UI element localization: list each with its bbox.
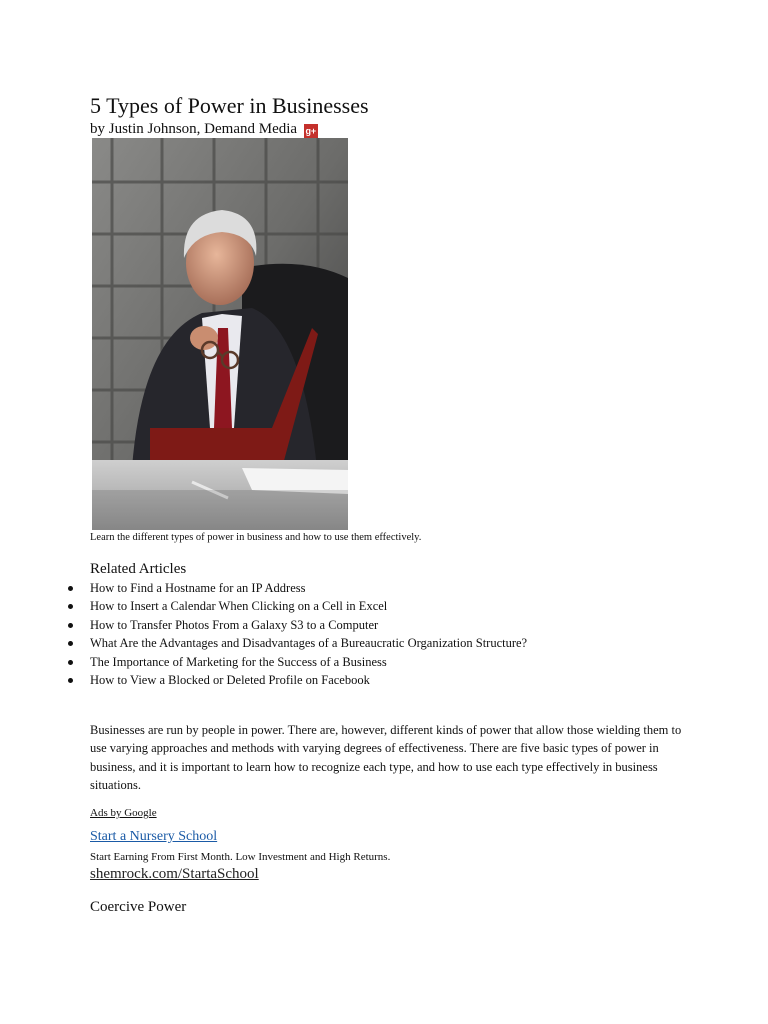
- photo-caption: Learn the different types of power in business and how to use them effectively.: [90, 532, 422, 543]
- byline: [90, 119, 318, 139]
- related-article-link[interactable]: The Importance of Marketing for the Success of a Business: [90, 653, 527, 671]
- ad-title-link[interactable]: Start a Nursery School: [90, 829, 218, 844]
- article-photo: [92, 138, 348, 530]
- related-article-link[interactable]: How to Find a Hostname for an IP Address: [90, 579, 527, 597]
- ad-description: Start Earning From First Month. Low Investment and High Returns.: [90, 851, 391, 863]
- related-articles-heading: Related Articles: [90, 561, 187, 577]
- related-article-link[interactable]: What Are the Advantages and Disadvantages of a Bureaucratic Organization Structure?: [90, 634, 527, 652]
- section-heading: Coercive Power: [90, 899, 187, 915]
- ad-url-link[interactable]: shemrock.com/StartaSchool: [90, 866, 259, 882]
- related-article-link[interactable]: How to Transfer Photos From a Galaxy S3 to a Computer: [90, 616, 527, 634]
- related-articles-list: [90, 579, 527, 689]
- intro-paragraph: Businesses are run by people in power. There are, however, different kinds of power that allow those wielding them to use varying approaches and methods with varying degrees of effectiveness. There are five basic types of power in business, and it is important to learn how to recognize each type, and how to use each type effectively in business situations.: [90, 723, 682, 793]
- related-article-link[interactable]: How to View a Blocked or Deleted Profile on Facebook: [90, 671, 527, 689]
- byline-text: by Justin Johnson, Demand Media: [90, 121, 298, 137]
- related-article-link[interactable]: How to Insert a Calendar When Clicking on a Cell in Excel: [90, 597, 527, 615]
- businessman-at-desk-photo: [92, 138, 348, 530]
- google-plus-icon[interactable]: g+: [305, 126, 317, 136]
- article-title: 5 Types of Power in Businesses: [90, 93, 369, 118]
- ads-by-google-link[interactable]: Ads by Google: [90, 807, 157, 819]
